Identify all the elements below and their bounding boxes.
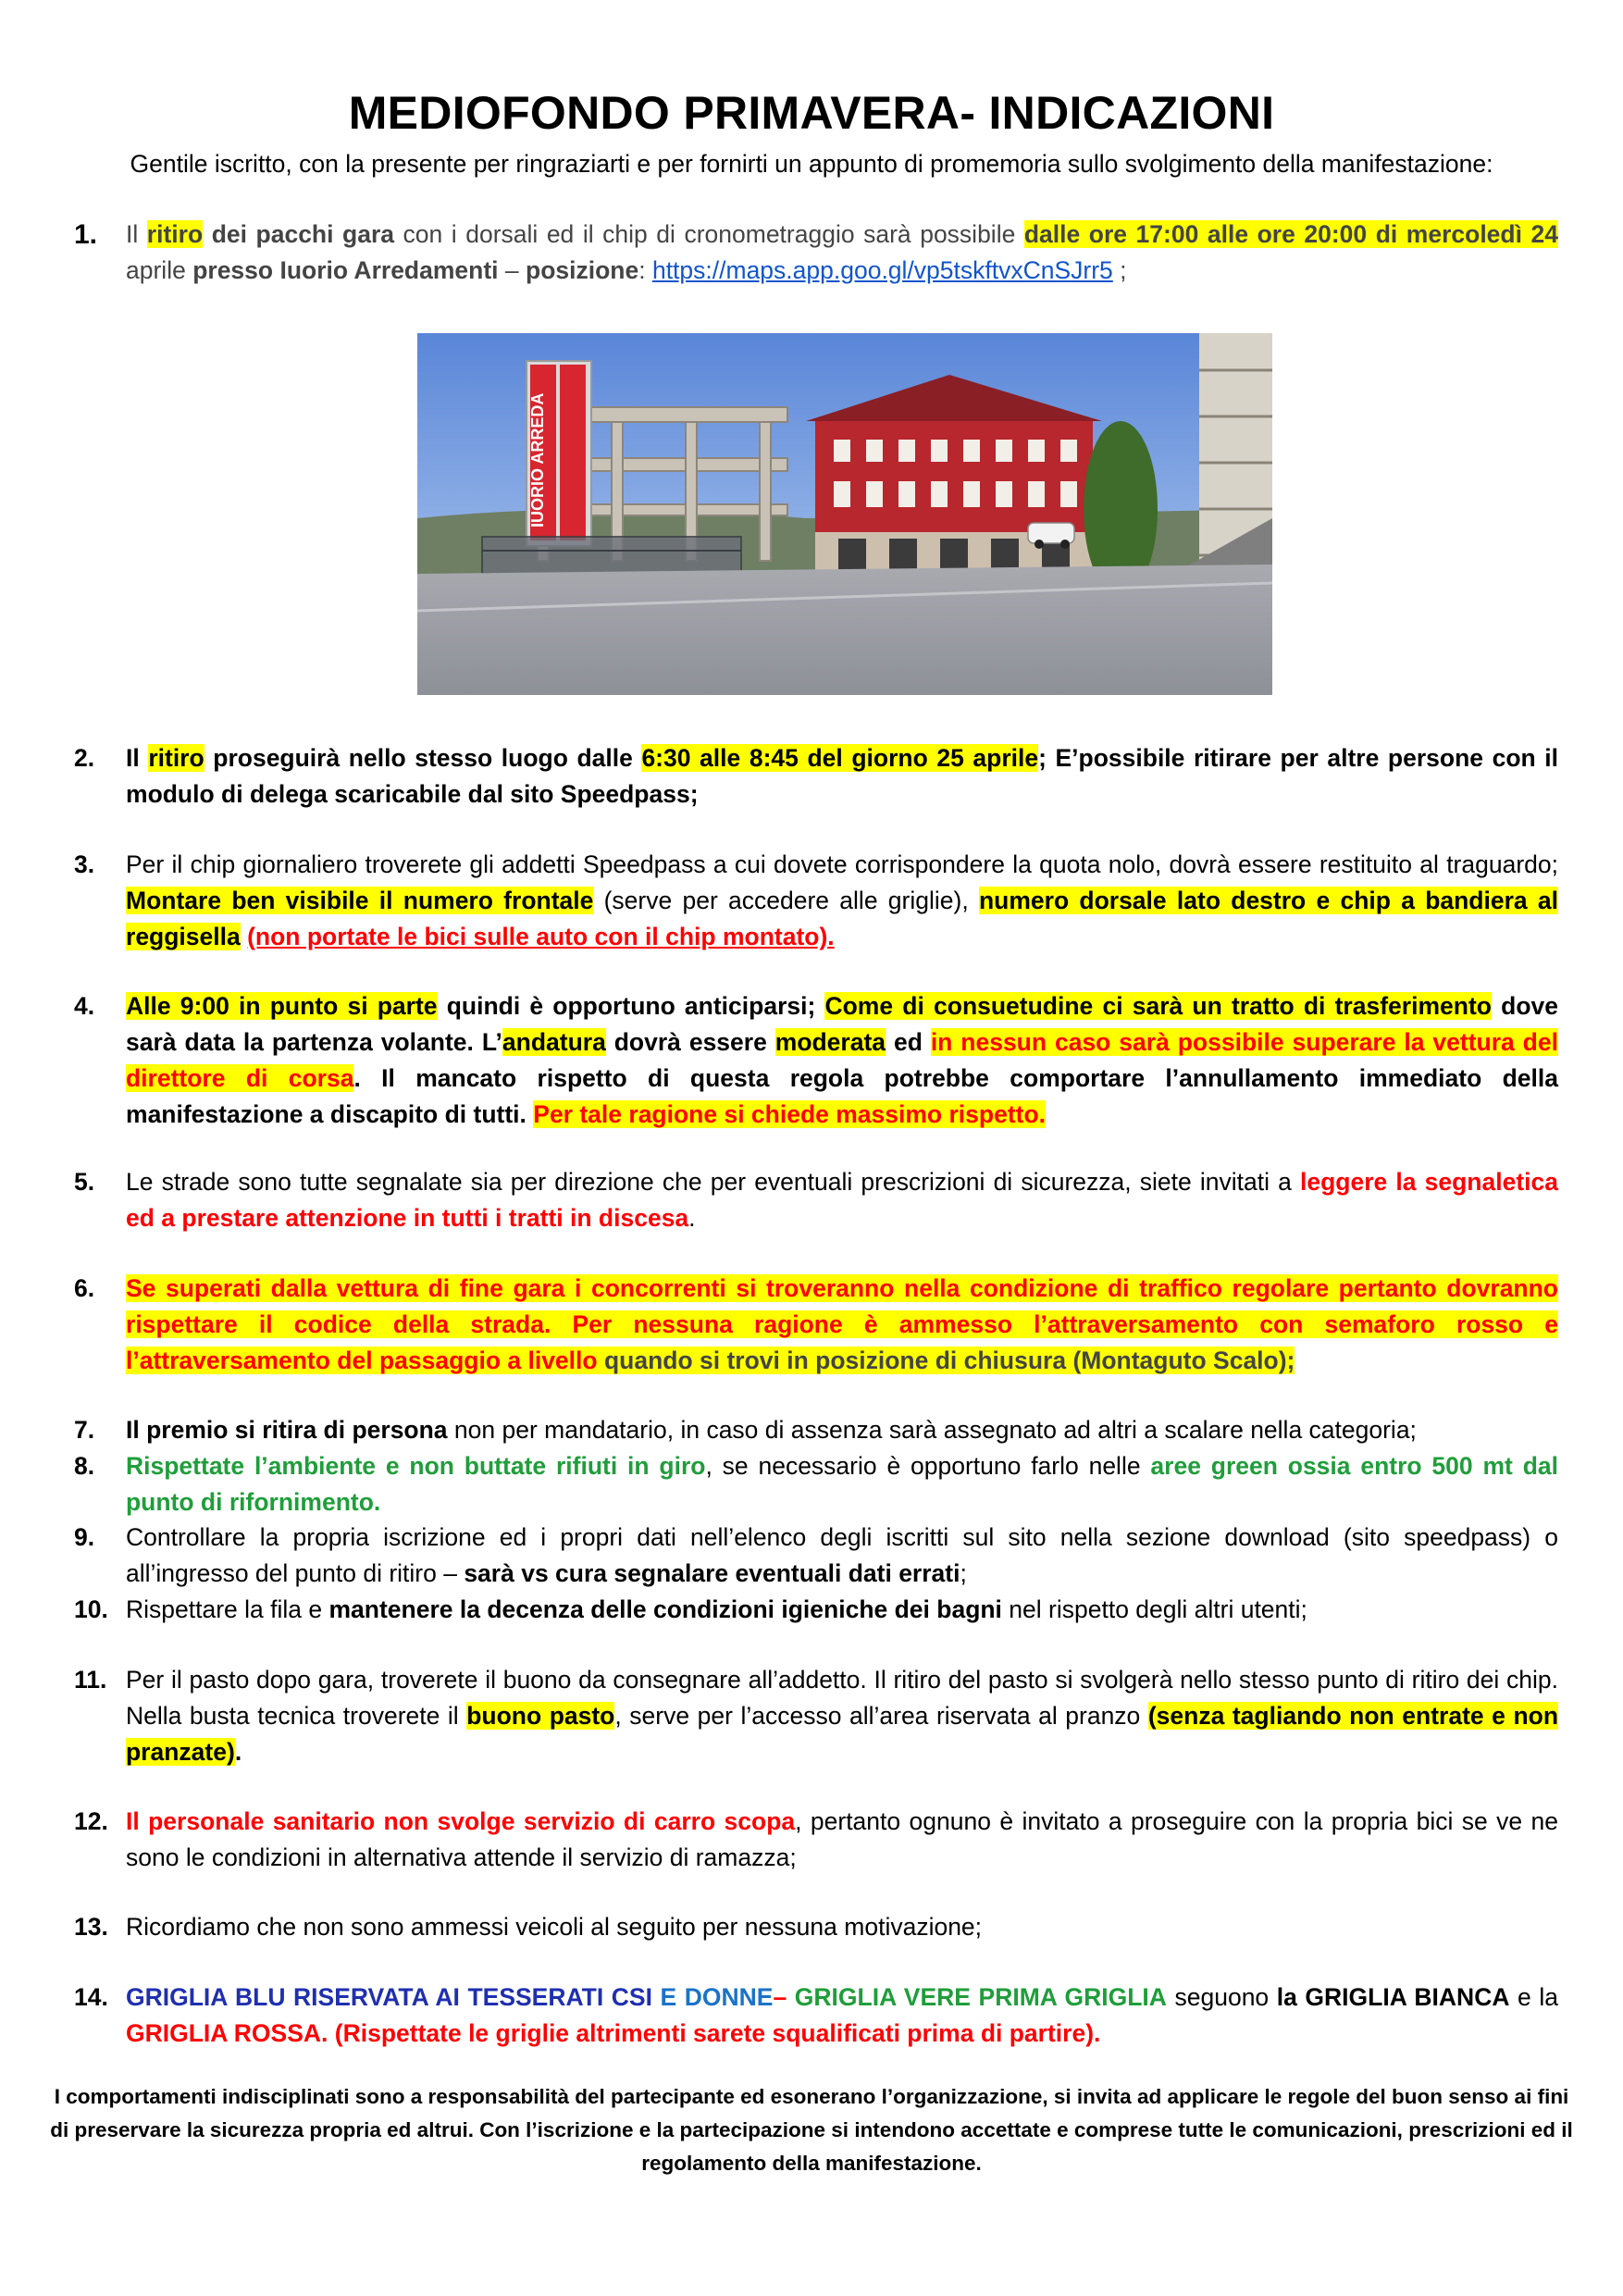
item-text: dalle ore 17:00 alle ore 20:00 di mercoledì 24 [1023,220,1558,248]
item-number: 6. [74,1274,95,1302]
list-item-7 [74,1412,1558,1448]
item-text: leggere la segnaletica ed a prestare attenzione in tutti i tratti in discesa [126,1168,1558,1232]
item-text: Alle 9:00 in punto si parte [126,992,438,1020]
item-number: 9. [74,1523,95,1551]
list-item-1 [74,217,1558,289]
item-text: presso Iuorio Arredamenti [192,256,499,284]
item-text: aree green ossia entro 500 mt dal punto di rifornimento. [126,1452,1558,1516]
item-text: Per tale ragione si chiede massimo rispetto. [533,1100,1047,1128]
item-text: non per mandatario, in caso di assenza sarà assegnato ad altri a scalare nella categoria; [447,1416,1417,1444]
item-text: E DONNE [651,1983,774,2011]
item-number: 7. [74,1416,95,1444]
item-text: . Il mancato rispetto di questa regola potrebbe comportare l’annullamento immediato della manifestazione a discapito di tutti. [126,1064,1558,1128]
item-text: sarà vs cura segnalare eventuali dati errati [464,1559,960,1587]
item-number: 11. [74,1666,107,1694]
list-item-5 [74,1164,1558,1236]
store-photo [417,333,1272,695]
item-text: GRIGLIA VERE PRIMA GRIGLIA [794,1983,1167,2011]
item-text: Come di consuetudine ci sarà un tratto di trasferimento [824,992,1492,1020]
item-text: . [234,1738,242,1766]
item-number: 2. [74,744,95,772]
item-text: Per il chip giornaliero troverete gli addetti Speedpass a cui dovete corrispondere la quota nolo, dovrà essere restituito al traguardo; [126,850,1558,878]
item-text: Il [126,220,147,248]
item-text: dei pacchi gara [203,220,394,248]
item-text: (non portate le bici sulle auto con il chip montato). [247,923,835,950]
item-text: Il [126,744,149,772]
item-number: 1. [74,219,98,250]
item-text: in nessun caso sarà possibile superare la vettura del direttore di corsa [126,1028,1558,1092]
list-item-8 [74,1448,1558,1520]
item-text: proseguirà nello stesso luogo dalle [204,744,642,772]
item-number: 5. [74,1168,95,1196]
item-text: GRIGLIA ROSSA. [126,2019,328,2047]
item-text: numero dorsale lato destro e chip a bandiera al reggisella [126,887,1558,950]
item-text: dovrà essere [605,1028,775,1056]
item-text: buono pasto [466,1702,615,1730]
item-number: 4. [74,992,95,1020]
footer-disclaimer: I comportamenti indisciplinati sono a responsabilità del partecipante ed esonerano l’organizzazione, si invita ad applicare le regole del buon senso ai fini di preservare la sicurezza propria ed altrui. Con l’iscrizione e la partecipazione si intendono accettate e comprese tutte le comunicazioni, prescrizioni ed il regolamento della manifestazione. [50,2085,1573,2175]
maps-link[interactable]: https://maps.app.goo.gl/vp5tskftvxCnSJrr5 [651,256,1113,284]
item-text: Per il pasto dopo gara, troverete il buono da consegnare all’addetto. Il ritiro del pasto si svolgerà nello stesso punto di ritiro dei chip. Nella busta tecnica troverete il [126,1666,1558,1730]
item-text: – [773,1983,795,2011]
item-text: Controllare la propria iscrizione ed i propri dati nell’elenco degli iscritti sul sito nella sezione download (sito speedpass) o all’ingresso del punto di ritiro – [126,1523,1558,1587]
item-text: ritiro [148,744,204,772]
item-text: quindi è opportuno anticiparsi; [437,992,825,1020]
list-item-4 [74,988,1558,1133]
item-text: . [688,1204,696,1232]
list-item-13 [74,1909,1558,1945]
list-item-11 [74,1662,1559,1770]
item-text: la GRIGLIA BIANCA [1276,1983,1510,2011]
item-text: Rispettare la fila e [126,1595,329,1623]
item-text: Il premio si ritira di persona [126,1416,448,1444]
item-text: GRIGLIA BLU RISERVATA AI TESSERATI CSI [126,1983,652,2011]
item-text: andatura [502,1028,606,1056]
item-text: Il personale sanitario non svolge servizio di carro scopa [126,1807,796,1835]
intro-text: Gentile iscritto, con la presente per ringraziarti e per fornirti un appunto di promemoria sullo svolgimento della manifestazione: [130,150,1493,178]
item-number: 12. [74,1807,108,1835]
list-item-10 [74,1592,1558,1628]
item-text: ; [1112,256,1127,284]
item-text: (senza tagliando non entrate e non pranzate) [126,1702,1559,1766]
item-text: con i dorsali ed il chip di cronometraggio sarà possibile [394,220,1024,248]
sign-tower [527,361,591,546]
item-number: 14. [74,1983,108,2011]
item-number: 13. [74,1913,108,1941]
list-item-2 [74,740,1558,813]
item-text: , se necessario è opportuno farlo nelle [705,1452,1151,1480]
item-text: nel rispetto degli altri utenti; [1001,1595,1307,1623]
item-text: (serve per accedere alle griglie), [593,887,979,914]
item-text: moderata [774,1028,886,1056]
item-text: ritiro [146,220,204,248]
item-text: ; E’possibile ritirare per altre persone con il modulo di delega scaricabile dal sito Speedpass; [126,744,1558,808]
item-number: 8. [74,1452,95,1480]
item-text: – [498,256,527,284]
item-number: 10. [74,1595,108,1623]
sign-text: IUORIO ARREDA [528,392,547,527]
item-text: dove sarà data la partenza volante. L’ [126,992,1558,1056]
item-text: ; [960,1559,967,1587]
item-text: Montare ben visibile il numero frontale [126,887,594,914]
item-text: Le strade sono tutte segnalate sia per direzione che per eventuali prescrizioni di sicurezza, siete invitati a [126,1168,1300,1196]
item-text: seguono [1166,1983,1277,2011]
item-text: 6:30 alle 8:45 del giorno 25 aprile [641,744,1039,772]
item-text: posizione [526,256,639,284]
item-text: ed [886,1028,931,1056]
item-text: , serve per l’accesso all’area riservata al pranzo [614,1702,1148,1730]
list-item-9 [74,1520,1558,1592]
list-item-14 [74,1980,1558,2052]
page-title: MEDIOFONDO PRIMAVERA- INDICAZIONI [348,87,1275,139]
list-item-6 [74,1271,1558,1379]
list-item-12 [74,1804,1558,1876]
item-text: Rispettate l’ambiente e non buttate rifiuti in giro [126,1452,706,1480]
item-text: e la [1509,1983,1558,2011]
item-text: mantenere la decenza delle condizioni igieniche dei bagni [328,1595,1002,1623]
item-text: quando si trovi in posizione di chiusura (Montaguto Scalo); [597,1347,1295,1374]
item-text [241,923,247,950]
item-text: aprile [126,256,193,284]
item-text: , pertanto ognuno è invitato a proseguire con la propria bici se ve ne sono le condizioni in alternativa attende il servizio di ramazza; [126,1807,1558,1871]
list-item-3 [74,847,1558,955]
item-number: 3. [74,850,95,878]
item-text: Se superati dalla vettura di fine gara i concorrenti si troveranno nella condizione di traffico regolare pertanto dovranno rispettare il codice della strada. Per nessuna ragione è ammesso l’attraversamento con semaforo rosso e l’attraversamento del passaggio a livello [126,1274,1558,1374]
item-text: : [638,256,652,284]
item-text: (Rispettate le griglie altrimenti sarete squalificati prima di partire). [328,2019,1101,2047]
item-text: Ricordiamo che non sono ammessi veicoli al seguito per nessuna motivazione; [126,1913,983,1941]
